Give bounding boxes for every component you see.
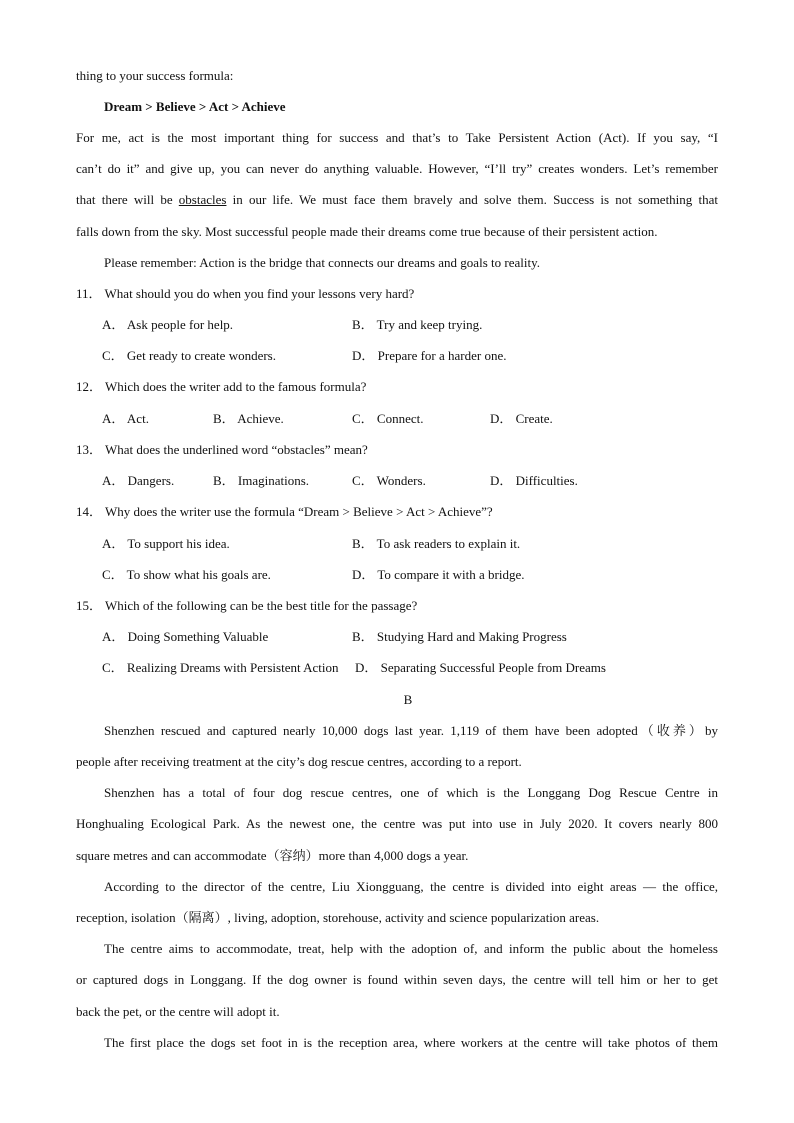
passage-b-line: According to the director of the centre, Liu Xiongguang, the centre is divided into eight areas — the office,	[104, 879, 718, 894]
text-run: in our life. We must face them bravely and solve them. Success is not something that	[226, 192, 718, 207]
passage-b-line: reception, isolation（隔离）, living, adoption, storehouse, activity and science popularization areas.	[76, 910, 600, 925]
question-option: C． Connect.	[352, 411, 424, 426]
passage-a-line: thing to your success formula:	[76, 68, 234, 83]
success-formula: Dream > Believe > Act > Achieve	[104, 99, 286, 114]
question-option: D． Create.	[490, 411, 553, 426]
question-option: D． Difficulties.	[490, 473, 578, 488]
text-run: that there will be	[76, 192, 179, 207]
passage-b-line: Honghualing Ecological Park. As the newest one, the centre was put into use in July 2020. It covers nearly 800	[76, 816, 718, 831]
passage-b-line: Shenzhen rescued and captured nearly 10,000 dogs last year. 1,119 of them have been adopted（收养）by	[104, 723, 718, 738]
question-option: C． Get ready to create wonders.	[102, 348, 276, 363]
question-option: B． Imaginations.	[213, 473, 310, 488]
passage-b-line: back the pet, or the centre will adopt it.	[76, 1004, 280, 1019]
question-option: B． Achieve.	[213, 411, 284, 426]
question-option: A． Ask people for help.	[102, 317, 234, 332]
question-stem: 11． What should you do when you find your lessons very hard?	[76, 286, 415, 301]
question-stem: 15． Which of the following can be the best title for the passage?	[76, 598, 418, 613]
question-stem: 12． Which does the writer add to the famous formula?	[76, 379, 367, 394]
question-option: C． Realizing Dreams with Persistent Action	[102, 660, 339, 675]
question-option: A． Act.	[102, 411, 149, 426]
passage-b-heading: B	[403, 692, 413, 707]
question-stem: 13． What does the underlined word “obstacles” mean?	[76, 442, 368, 457]
question-option: B． To ask readers to explain it.	[352, 536, 521, 551]
question-option: D． Prepare for a harder one.	[352, 348, 507, 363]
question-stem: 14． Why does the writer use the formula “Dream > Believe > Act > Achieve”?	[76, 504, 493, 519]
underlined-word-obstacles: obstacles	[178, 192, 227, 207]
question-option: C． To show what his goals are.	[102, 567, 271, 582]
passage-b-line: or captured dogs in Longgang. If the dog owner is found within seven days, the centre will tell him or her to get	[76, 972, 718, 987]
passage-b-line: Shenzhen has a total of four dog rescue centres, one of which is the Longgang Dog Rescue Centre in	[104, 785, 718, 800]
question-option: A． Doing Something Valuable	[102, 629, 269, 644]
question-option: D． To compare it with a bridge.	[352, 567, 525, 582]
passage-b-line: square metres and can accommodate（容纳）more than 4,000 dogs a year.	[76, 848, 469, 863]
question-option: D． Separating Successful People from Dreams	[355, 660, 606, 675]
passage-a-line: Please remember: Action is the bridge that connects our dreams and goals to reality.	[104, 255, 540, 270]
passage-a-line: For me, act is the most important thing for success and that’s to Take Persistent Action (Act). If you say, “I	[76, 130, 718, 145]
passage-b-line: The first place the dogs set foot in is the reception area, where workers at the centre will take photos of them	[104, 1035, 718, 1050]
question-option: B． Try and keep trying.	[352, 317, 483, 332]
passage-a-line: falls down from the sky. Most successful people made their dreams come true because of their persistent action.	[76, 224, 658, 239]
question-option: A． Dangers.	[102, 473, 175, 488]
passage-a-line: can’t do it” and give up, you can never do anything valuable. However, “I’ll try” creates wonders. Let’s remember	[76, 161, 718, 176]
passage-a-line	[76, 192, 718, 208]
passage-b-line: people after receiving treatment at the city’s dog rescue centres, according to a report.	[76, 754, 522, 769]
passage-b-line: The centre aims to accommodate, treat, help with the adoption of, and inform the public about the homeless	[104, 941, 718, 956]
question-option: A． To support his idea.	[102, 536, 230, 551]
question-option: B． Studying Hard and Making Progress	[352, 629, 567, 644]
question-option: C． Wonders.	[352, 473, 426, 488]
